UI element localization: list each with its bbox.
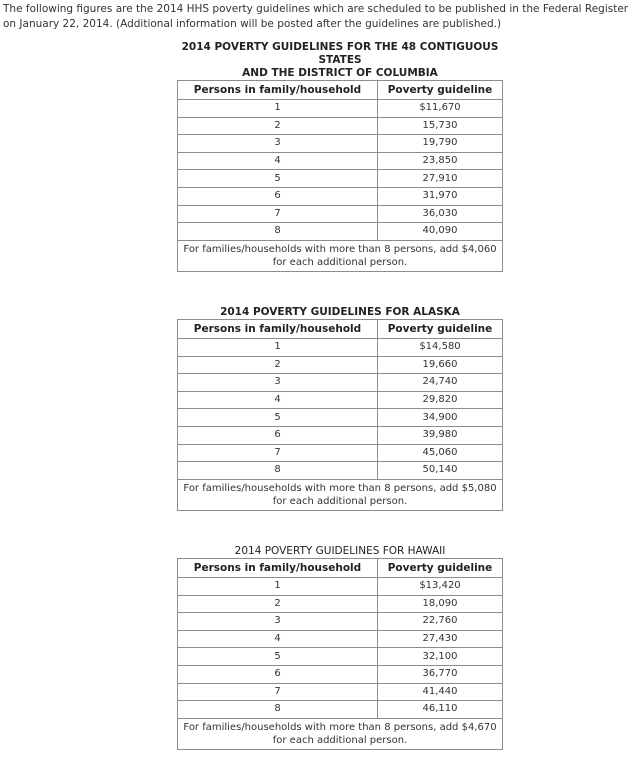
persons-cell: 4 [178,391,378,409]
persons-cell: 3 [178,135,378,153]
guideline-cell: $14,580 [378,339,503,357]
guideline-cell: 36,770 [378,665,503,683]
guideline-cell: 22,760 [378,613,503,631]
guideline-cell: 46,110 [378,701,503,719]
note-row [178,718,503,749]
persons-cell: 7 [178,683,378,701]
persons-cell: 2 [178,595,378,613]
guideline-cell: $13,420 [378,578,503,596]
column-header-persons: Persons in family/household [178,81,378,100]
table-row [178,205,503,223]
persons-cell: 1 [178,100,378,118]
table-row [178,356,503,374]
guideline-cell: 18,090 [378,595,503,613]
guideline-cell: 27,910 [378,170,503,188]
table-row [178,117,503,135]
persons-cell: 5 [178,409,378,427]
table-row [178,426,503,444]
guideline-cell: 41,440 [378,683,503,701]
persons-cell: 5 [178,170,378,188]
table-title [177,41,503,80]
guideline-cell: $11,670 [378,100,503,118]
persons-cell: 6 [178,426,378,444]
table-title [177,306,503,319]
header-row [178,559,503,578]
persons-cell: 1 [178,578,378,596]
guideline-cell: 34,900 [378,409,503,427]
header-row [178,320,503,339]
persons-cell: 3 [178,374,378,392]
table-row [178,223,503,241]
table-title-line: 2014 POVERTY GUIDELINES FOR HAWAII [234,545,446,557]
guidelines-section-alaska [177,306,503,511]
guideline-cell: 31,970 [378,187,503,205]
guidelines-table [177,558,503,750]
guideline-cell: 36,030 [378,205,503,223]
guideline-cell: 19,790 [378,135,503,153]
table-row [178,170,503,188]
persons-cell: 1 [178,339,378,357]
note-text: For families/households with more than 8 persons, add $4,060 for each additional person. [178,240,503,271]
guideline-cell: 32,100 [378,648,503,666]
table-row [178,391,503,409]
table-row [178,409,503,427]
persons-cell: 8 [178,223,378,241]
table-row [178,444,503,462]
guidelines-section-hawaii [177,545,503,750]
table-title-line: 2014 POVERTY GUIDELINES FOR ALASKA [220,306,460,318]
guidelines-table [177,319,503,511]
guideline-cell: 27,430 [378,630,503,648]
table-row [178,630,503,648]
guideline-cell: 50,140 [378,462,503,480]
persons-cell: 2 [178,356,378,374]
persons-cell: 4 [178,152,378,170]
persons-cell: 2 [178,117,378,135]
persons-cell: 7 [178,444,378,462]
column-header-persons: Persons in family/household [178,559,378,578]
table-row [178,152,503,170]
guideline-cell: 29,820 [378,391,503,409]
table-row [178,339,503,357]
table-row [178,701,503,719]
persons-cell: 8 [178,701,378,719]
table-row [178,100,503,118]
table-row [178,462,503,480]
intro-text: The following figures are the 2014 HHS poverty guidelines which are scheduled to be published in the Federal Register on January 22, 2014. (Additional information will be posted after the guidelines are published.) [3,3,629,30]
table-title-line: 2014 POVERTY GUIDELINES FOR THE 48 CONTIGUOUS [181,41,499,53]
table-row [178,135,503,153]
guidelines-section-48-states [177,41,503,272]
guideline-cell: 39,980 [378,426,503,444]
persons-cell: 4 [178,630,378,648]
persons-cell: 7 [178,205,378,223]
persons-cell: 6 [178,665,378,683]
table-row [178,648,503,666]
column-header-persons: Persons in family/household [178,320,378,339]
note-row [178,240,503,271]
table-row [178,595,503,613]
note-text: For families/households with more than 8 persons, add $5,080 for each additional person. [178,479,503,510]
table-row [178,374,503,392]
table-row [178,187,503,205]
note-text: For families/households with more than 8 persons, add $4,670 for each additional person. [178,718,503,749]
guideline-cell: 15,730 [378,117,503,135]
persons-cell: 8 [178,462,378,480]
column-header-guideline: Poverty guideline [378,81,503,100]
persons-cell: 5 [178,648,378,666]
guideline-cell: 40,090 [378,223,503,241]
persons-cell: 3 [178,613,378,631]
table-row [178,578,503,596]
guideline-cell: 23,850 [378,152,503,170]
table-row [178,683,503,701]
column-header-guideline: Poverty guideline [378,559,503,578]
table-row [178,665,503,683]
persons-cell: 6 [178,187,378,205]
table-row [178,613,503,631]
guideline-cell: 45,060 [378,444,503,462]
guideline-cell: 19,660 [378,356,503,374]
table-title-line: STATES [318,54,362,66]
column-header-guideline: Poverty guideline [378,320,503,339]
header-row [178,81,503,100]
table-title-line: AND THE DISTRICT OF COLUMBIA [242,67,438,79]
guidelines-table [177,80,503,272]
note-row [178,479,503,510]
table-title [177,545,503,558]
guideline-cell: 24,740 [378,374,503,392]
